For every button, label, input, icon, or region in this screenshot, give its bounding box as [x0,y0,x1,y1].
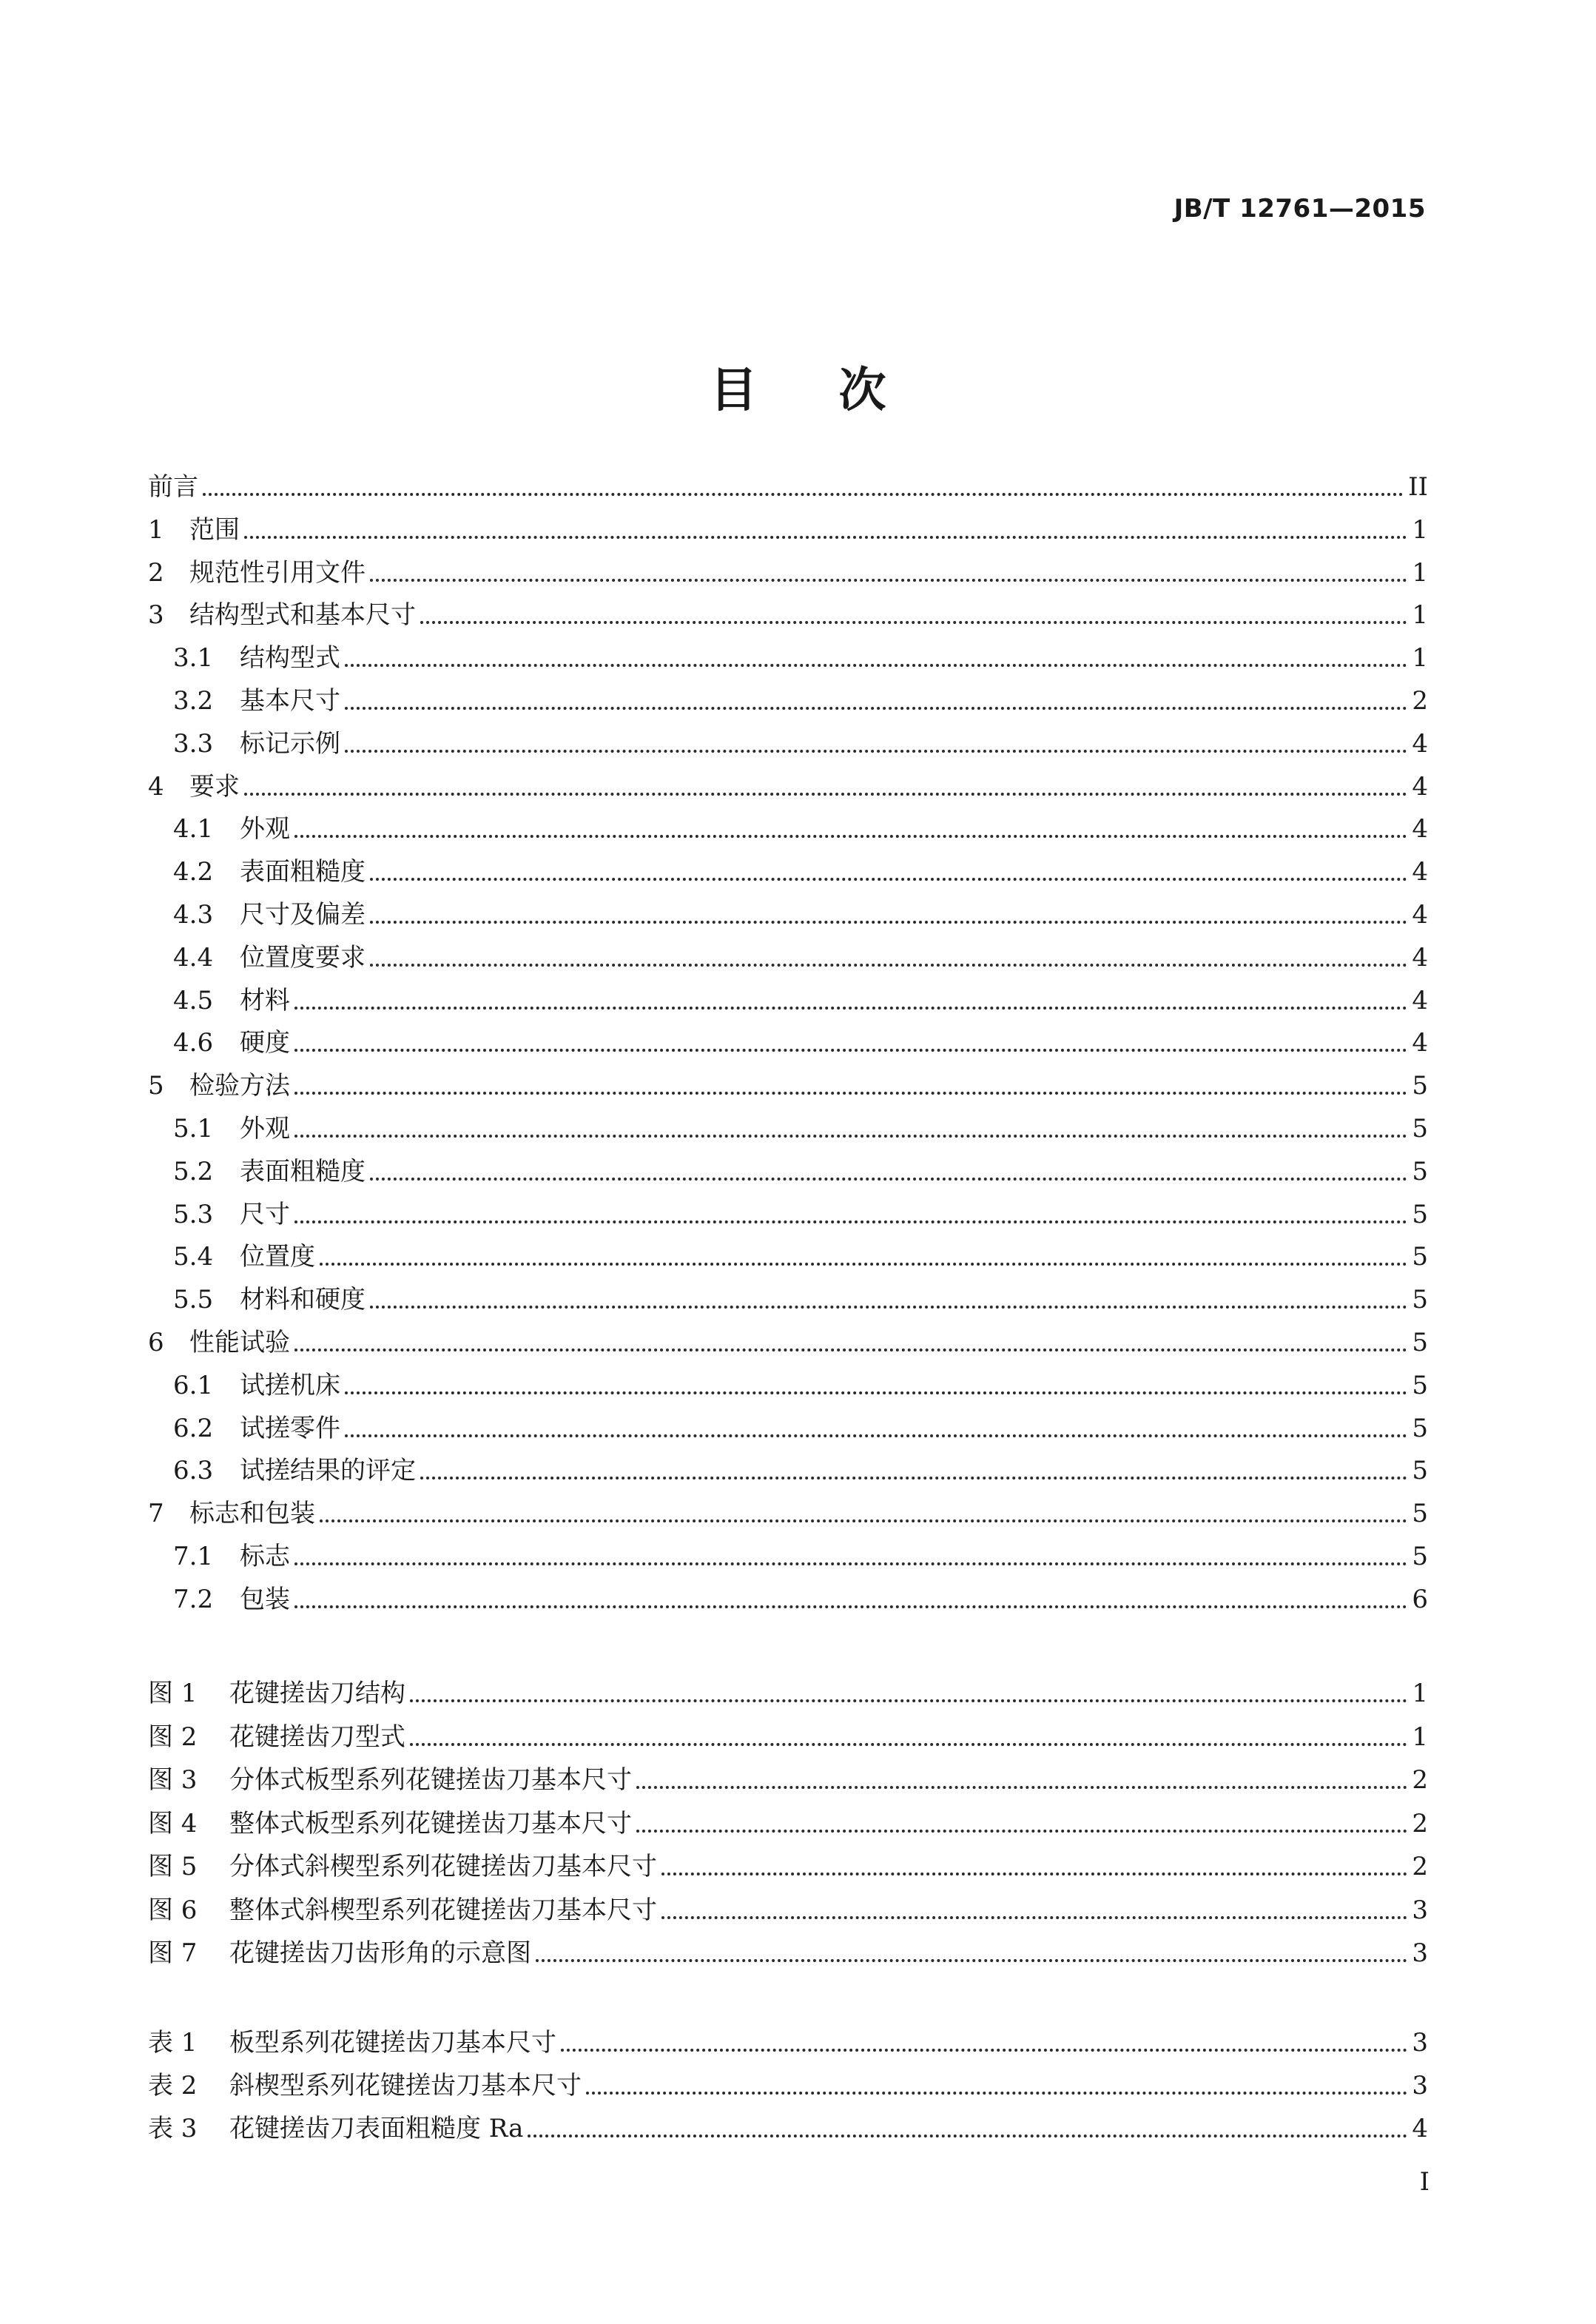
dot-leader [294,1007,1407,1010]
toc-entry-page: 1 [1412,643,1428,674]
dot-leader [294,1562,1407,1565]
toc-entry[interactable] [148,1322,1428,1357]
dot-leader [294,1349,1407,1351]
toc-entry-number: 4.6 [173,1028,214,1058]
toc-entry[interactable] [148,466,1428,502]
toc-entry-number: 5.5 [173,1285,214,1315]
table-entry-page: 3 [1412,2071,1428,2100]
toc-entry-label: 材料和硬度 [240,1285,366,1315]
figure-entry-number: 图 3 [148,1765,198,1795]
toc-entry-number: 4.1 [173,814,214,844]
toc-entry[interactable] [148,1236,1428,1272]
figure-entry-number: 图 5 [148,1852,198,1881]
toc-entry-number: 5.1 [173,1114,214,1143]
toc-entry-label: 性能试验 [189,1328,290,1357]
toc-entry-page: 6 [1412,1584,1428,1614]
figure-entry[interactable] [148,1716,1428,1752]
toc-entry[interactable] [148,766,1428,802]
table-entry-label: 板型系列花键搓齿刀基本尺寸 [229,2028,556,2058]
dot-leader [370,921,1407,924]
toc-entry-page: 1 [1412,600,1428,631]
figure-entry[interactable] [148,1890,1428,1925]
toc-entry-label: 表面粗糙度 [240,857,366,887]
toc-entry-page: 5 [1412,1542,1428,1571]
figure-entry-label: 分体式斜楔型系列花键搓齿刀基本尺寸 [229,1852,657,1881]
dot-leader [294,1049,1407,1052]
toc-entry-page: 4 [1412,942,1428,973]
toc-entry-number: 6.1 [173,1370,214,1400]
dot-leader [345,750,1407,753]
dot-leader [661,1916,1407,1919]
toc-entry-page: 5 [1412,1156,1428,1186]
figure-entry-label: 分体式板型系列花键搓齿刀基本尺寸 [229,1765,632,1795]
toc-entry-label: 规范性引用文件 [189,557,366,588]
dot-leader [536,1959,1407,1962]
toc-entry[interactable] [148,851,1428,887]
toc-entry-label: 尺寸 [240,1199,290,1229]
figure-entry-label: 花键搓齿刀齿形角的示意图 [229,1938,531,1968]
toc-entry-number: 4.5 [173,985,214,1015]
toc-entry-page: 5 [1412,1456,1428,1486]
figure-entry-label: 整体式斜楔型系列花键搓齿刀基本尺寸 [229,1895,657,1925]
figure-entry[interactable] [148,1846,1428,1881]
figure-entry-page: 2 [1412,1852,1428,1881]
toc-entry[interactable] [148,980,1428,1015]
title-part-2: 次 [838,363,886,418]
toc-entry-label: 包装 [240,1584,290,1614]
toc-entry-number: 6.2 [173,1413,214,1443]
toc-entry[interactable] [148,594,1428,630]
toc-entry-label: 试搓机床 [240,1370,340,1400]
toc-entry-label: 标记示例 [240,728,340,759]
toc-entry-number: 5.3 [173,1199,214,1229]
toc-entry-number: 2 [148,557,164,588]
toc-entry-number: 6 [148,1328,164,1357]
toc-entry-label: 检验方法 [189,1071,290,1101]
toc-entry-label: 前言 [148,472,198,502]
dot-leader [636,1830,1407,1833]
dot-leader [345,1434,1407,1437]
toc-entry[interactable] [148,1194,1428,1229]
toc-entry[interactable] [148,1151,1428,1186]
toc-entry-number: 1 [148,514,164,545]
toc-entry-number: 5 [148,1071,164,1101]
figure-entry-number: 图 1 [148,1679,198,1708]
toc-entry-number: 5.4 [173,1242,214,1272]
toc-entry-label: 位置度要求 [240,942,366,973]
toc-entry-label: 试搓结果的评定 [240,1456,416,1486]
toc-entry-label: 标志 [240,1542,290,1571]
dot-leader [294,1605,1407,1608]
toc-entry-label: 表面粗糙度 [240,1156,366,1186]
toc-entry-label: 基本尺寸 [240,686,340,716]
toc-entry-label: 要求 [189,771,240,802]
table-entry[interactable] [148,2065,1428,2100]
toc-entry-label: 结构型式 [240,643,340,674]
figure-entry-page: 1 [1412,1722,1428,1752]
toc-entry-page: 4 [1412,857,1428,887]
toc-entry-label: 硬度 [240,1028,290,1058]
toc-entry-label: 外观 [240,1114,290,1143]
dot-leader [370,964,1407,967]
dot-leader [586,2092,1407,2095]
dot-leader [294,1135,1407,1138]
toc-entry-page: 4 [1412,900,1428,930]
figure-entry-number: 图 2 [148,1722,198,1752]
figure-entry-number: 图 4 [148,1808,198,1838]
dot-leader [294,835,1407,838]
toc-entry-number: 7.1 [173,1542,214,1571]
table-entry-label: 斜楔型系列花键搓齿刀基本尺寸 [229,2071,582,2100]
toc-entry-number: 4.2 [173,857,214,887]
dot-leader [294,1220,1407,1223]
table-entry[interactable] [148,2108,1428,2143]
dot-leader [345,1391,1407,1394]
figure-entry-page: 3 [1412,1938,1428,1968]
toc-entry-page: 5 [1412,1328,1428,1357]
toc-entry-label: 外观 [240,814,290,844]
toc-entry-page: 4 [1412,728,1428,759]
document-number: JB/T 12761—2015 [1174,194,1426,224]
figure-entry-label: 花键搓齿刀结构 [229,1679,405,1708]
figure-entry[interactable] [148,1932,1428,1968]
dot-leader [320,1519,1407,1522]
figure-entry-page: 1 [1412,1679,1428,1708]
toc-entry-label: 结构型式和基本尺寸 [189,600,416,631]
dot-leader [420,1477,1407,1480]
toc-entry-page: 5 [1412,1199,1428,1229]
toc-entry-number: 3.3 [173,728,214,759]
toc-entry-label: 试搓零件 [240,1413,340,1443]
toc-entry-page: 5 [1412,1242,1428,1272]
figure-entry[interactable] [148,1759,1428,1795]
toc-entry-page: 2 [1412,686,1428,716]
table-entry-page: 3 [1412,2028,1428,2058]
toc-entry[interactable] [148,723,1428,759]
toc-entry-label: 标志和包装 [189,1499,315,1529]
dot-leader [561,2049,1407,2052]
figure-entry[interactable] [148,1673,1428,1708]
toc-entry[interactable] [148,1279,1428,1314]
toc-entry-page: 4 [1412,814,1428,844]
toc-entry-label: 材料 [240,985,290,1015]
page-number: I [1419,2167,1430,2197]
toc-entry-number: 4 [148,771,164,802]
toc-entry[interactable] [148,937,1428,973]
toc-entry-number: 5.2 [173,1156,214,1186]
toc-entry-number: 7 [148,1499,164,1529]
dot-leader [294,1092,1407,1095]
dot-leader [661,1873,1407,1875]
toc-entry-label: 范围 [189,514,240,545]
toc-entry[interactable] [148,680,1428,716]
dot-leader [244,793,1407,796]
toc-entry-page: 1 [1412,557,1428,588]
figure-entry-label: 整体式板型系列花键搓齿刀基本尺寸 [229,1808,632,1838]
dot-leader [528,2135,1407,2137]
toc-entry-number: 4.4 [173,942,214,973]
title-part-1: 目 [710,363,758,418]
toc-entry-number: 3.1 [173,643,214,674]
toc-entry[interactable] [148,808,1428,844]
toc-entry-page: 5 [1412,1071,1428,1101]
dot-leader [345,664,1407,667]
toc-entry[interactable] [148,1065,1428,1101]
figure-entry-page: 3 [1412,1895,1428,1925]
toc-entry[interactable] [148,894,1428,930]
table-entry-label: 花键搓齿刀表面粗糙度 Ra [229,2114,524,2143]
toc-entry-page: 4 [1412,771,1428,802]
toc-entry[interactable] [148,1408,1428,1443]
toc-entry-page: 4 [1412,1028,1428,1058]
toc-entry[interactable] [148,1579,1428,1614]
toc-entry-page: 5 [1412,1499,1428,1529]
table-entry-number: 表 1 [148,2028,198,2058]
toc-entry[interactable] [148,1536,1428,1571]
toc-entry[interactable] [148,1365,1428,1400]
dot-leader [370,878,1407,881]
table-entry-number: 表 2 [148,2071,198,2100]
toc-entry-label: 位置度 [240,1242,315,1272]
figure-entry-page: 2 [1412,1808,1428,1838]
toc-entry-page: 5 [1412,1413,1428,1443]
table-entry-page: 4 [1412,2114,1428,2143]
dot-leader [370,579,1407,582]
figure-entry-page: 2 [1412,1765,1428,1795]
dot-leader [370,1178,1407,1181]
toc-entry-number: 3.2 [173,686,214,716]
dot-leader [345,707,1407,710]
toc-entry-page: II [1408,472,1428,502]
toc-entry-page: 1 [1412,514,1428,545]
figure-entry-label: 花键搓齿刀型式 [229,1722,405,1752]
table-entry[interactable] [148,2022,1428,2058]
dot-leader [410,1743,1407,1746]
toc-entry[interactable] [148,1022,1428,1058]
dot-leader [203,493,1404,496]
figure-entry-number: 图 7 [148,1938,198,1968]
page-title [0,352,1596,420]
dot-leader [320,1263,1407,1266]
toc-entry-label: 尺寸及偏差 [240,900,366,930]
table-entry-number: 表 3 [148,2114,198,2143]
toc-entry-number: 7.2 [173,1584,214,1614]
figure-entry[interactable] [148,1803,1428,1838]
toc-entry[interactable] [148,509,1428,545]
toc-entry-page: 5 [1412,1370,1428,1400]
figure-entry-number: 图 6 [148,1895,198,1925]
toc-entry-number: 6.3 [173,1456,214,1486]
toc-entry-number: 3 [148,600,164,631]
toc-entry[interactable] [148,1493,1428,1528]
toc-entry[interactable] [148,1108,1428,1143]
dot-leader [244,536,1407,539]
toc-entry[interactable] [148,552,1428,588]
toc-entry-page: 4 [1412,985,1428,1015]
dot-leader [636,1786,1407,1789]
toc-entry-page: 5 [1412,1114,1428,1143]
toc-entry-page: 5 [1412,1285,1428,1315]
toc-entry-number: 4.3 [173,900,214,930]
toc-entry[interactable] [148,1450,1428,1485]
dot-leader [420,621,1407,624]
dot-leader [410,1699,1407,1702]
dot-leader [370,1306,1407,1309]
toc-entry[interactable] [148,637,1428,673]
